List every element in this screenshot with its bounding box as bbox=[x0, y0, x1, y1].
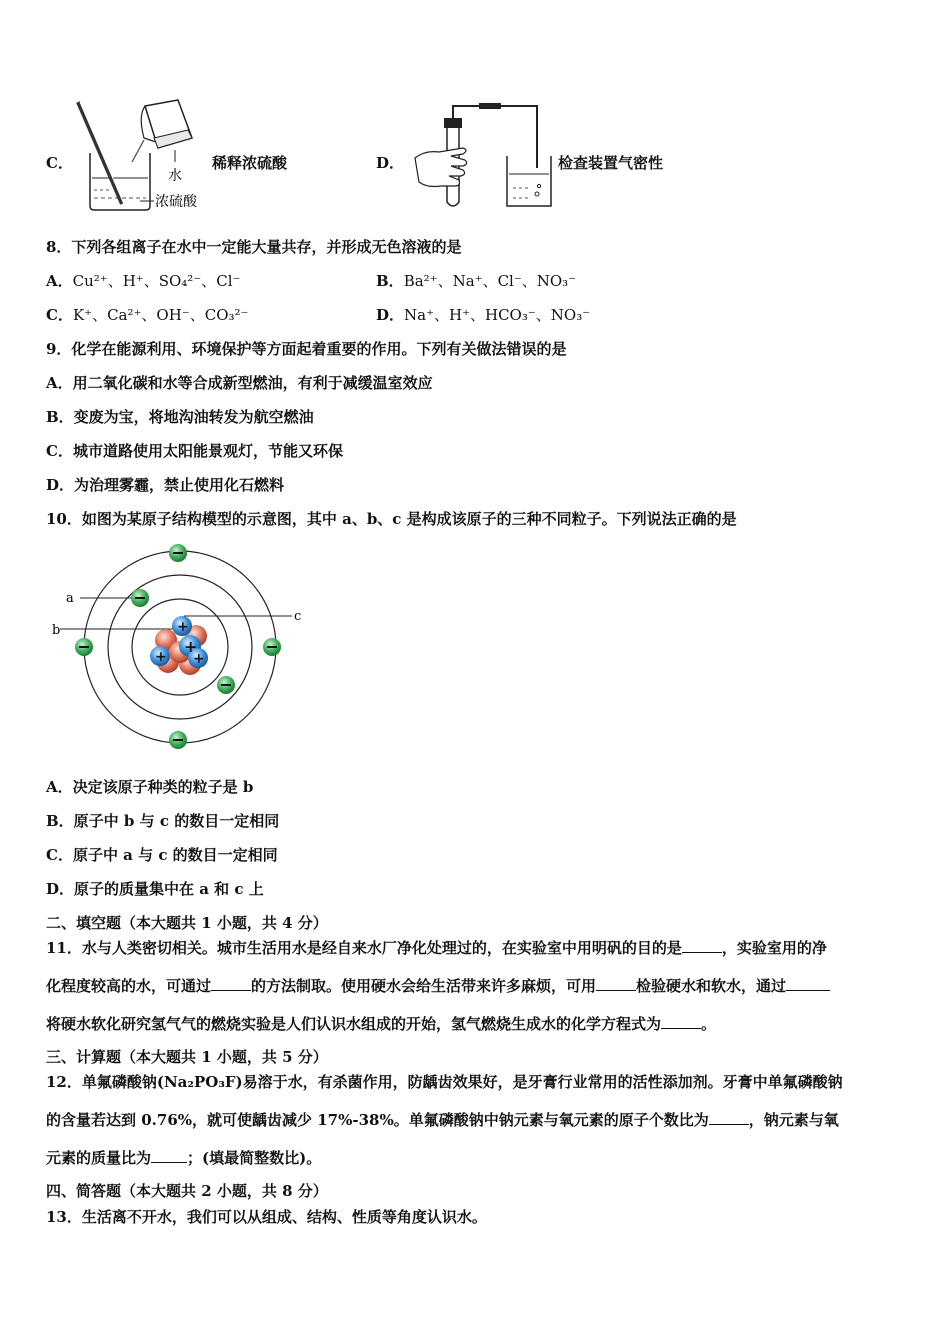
electron bbox=[131, 589, 149, 607]
q13-stem: 13．生活离不开水，我们可以从组成、结构、性质等角度认识水。 bbox=[46, 1208, 487, 1226]
q12-line2: 的含量若达到 0.76%，就可使龋齿减少 17%-38%。单氟磷酸钠中钠元素与氧元素的原子个数比为 ，钠元素与氧 bbox=[46, 1111, 839, 1129]
section2-heading: 二、填空题（本大题共 1 小题，共 4 分） bbox=[46, 914, 328, 932]
svg-text:+: + bbox=[177, 619, 189, 635]
q12-line1: 12．单氟磷酸钠(Na₂PO₃F)易溶于水，有杀菌作用，防龋齿效果好，是牙膏行业常用的活性添加剂。牙膏中单氟磷酸钠 bbox=[46, 1073, 843, 1091]
label-c: c bbox=[294, 609, 302, 624]
q11-line3: 将硬水软化研究氢气气的燃烧实验是人们认识水组成的开始，氢气燃烧生成水的化学方程式为 。 bbox=[46, 1015, 717, 1033]
q8-option-d: D．Na⁺、H⁺、HCO₃⁻、NO₃⁻ bbox=[376, 306, 591, 324]
q8-stem: 8．下列各组离子在水中一定能大量共存，并形成无色溶液的是 bbox=[46, 238, 462, 256]
glass-rod bbox=[78, 102, 122, 204]
pour-stream bbox=[132, 140, 144, 162]
q10-option-d: D．原子的质量集中在 a 和 c 上 bbox=[46, 880, 264, 898]
svg-text:+: + bbox=[184, 637, 198, 656]
q8-option-b: B．Ba²⁺、Na⁺、Cl⁻、NO₃⁻ bbox=[376, 272, 577, 290]
answer-blank bbox=[661, 1014, 701, 1029]
answer-blank bbox=[211, 976, 251, 991]
q9-option-b: B．变废为宝，将地沟油转发为航空燃油 bbox=[46, 408, 314, 426]
svg-text:+: + bbox=[155, 649, 167, 665]
q11-line2: 化程度较高的水，可通过 的方法制取。使用硬水会给生活带来许多麻烦，可用 检验硬水和软水，通过 bbox=[46, 975, 830, 996]
option-d-letter: D． bbox=[376, 154, 405, 172]
nucleus bbox=[150, 616, 208, 675]
delivery-tube bbox=[453, 106, 537, 168]
electron bbox=[169, 544, 187, 562]
electron bbox=[263, 638, 281, 656]
q11-line1: 11．水与人类密切相关。城市生活用水是经自来水厂净化处理过的，在实验室中用明矾的目的是 ，实验室用的净 bbox=[46, 939, 827, 957]
q12-line3: 元素的质量比为 ；(填最简整数比)。 bbox=[46, 1149, 322, 1167]
q9-stem: 9．化学在能源利用、环境保护等方面起着重要的作用。下列有关做法错误的是 bbox=[46, 340, 567, 358]
answer-blank bbox=[596, 976, 636, 991]
q10-option-a: A．决定该原子种类的粒子是 b bbox=[46, 778, 254, 796]
airtightness-check-figure bbox=[405, 98, 555, 214]
stopper bbox=[444, 118, 462, 128]
section3-heading: 三、计算题（本大题共 1 小题，共 5 分） bbox=[46, 1048, 328, 1066]
answer-blank bbox=[786, 976, 830, 991]
option-c-caption: 稀释浓硫酸 bbox=[212, 154, 288, 172]
q8-option-c: C．K⁺、Ca²⁺、OH⁻、CO₃²⁻ bbox=[46, 306, 249, 324]
q10-option-b: B．原子中 b 与 c 的数目一定相同 bbox=[46, 812, 280, 830]
atom-model-figure bbox=[46, 540, 316, 755]
q9-option-c: C．城市道路使用太阳能景观灯，节能又环保 bbox=[46, 442, 343, 460]
q9-option-a: A．用二氧化碳和水等合成新型燃油，有利于减缓温室效应 bbox=[46, 374, 433, 392]
electron bbox=[217, 676, 235, 694]
svg-text:+: + bbox=[193, 651, 205, 667]
option-d-caption: 检查装置气密性 bbox=[558, 154, 664, 172]
q10-stem: 10．如图为某原子结构模型的示意图，其中 a、b、c 是构成该原子的三种不同粒子。下列说法正确的是 bbox=[46, 510, 737, 528]
water-label: 水 bbox=[168, 168, 182, 184]
q9-option-d: D．为治理雾霾，禁止使用化石燃料 bbox=[46, 476, 285, 494]
answer-blank bbox=[709, 1110, 749, 1125]
option-c-letter: C． bbox=[46, 154, 73, 172]
section4-heading: 四、简答题（本大题共 2 小题，共 8 分） bbox=[46, 1182, 328, 1200]
electron bbox=[169, 731, 187, 749]
answer-blank bbox=[151, 1148, 187, 1163]
label-b: b bbox=[52, 623, 61, 638]
acid-label: 浓硫酸 bbox=[155, 194, 197, 210]
label-a: a bbox=[66, 591, 74, 606]
q8-option-a: A．Cu²⁺、H⁺、SO₄²⁻、Cl⁻ bbox=[46, 272, 241, 290]
q10-option-c: C．原子中 a 与 c 的数目一定相同 bbox=[46, 846, 278, 864]
dilute-sulfuric-acid-figure bbox=[70, 98, 215, 214]
electron bbox=[75, 638, 93, 656]
answer-blank bbox=[682, 938, 722, 953]
